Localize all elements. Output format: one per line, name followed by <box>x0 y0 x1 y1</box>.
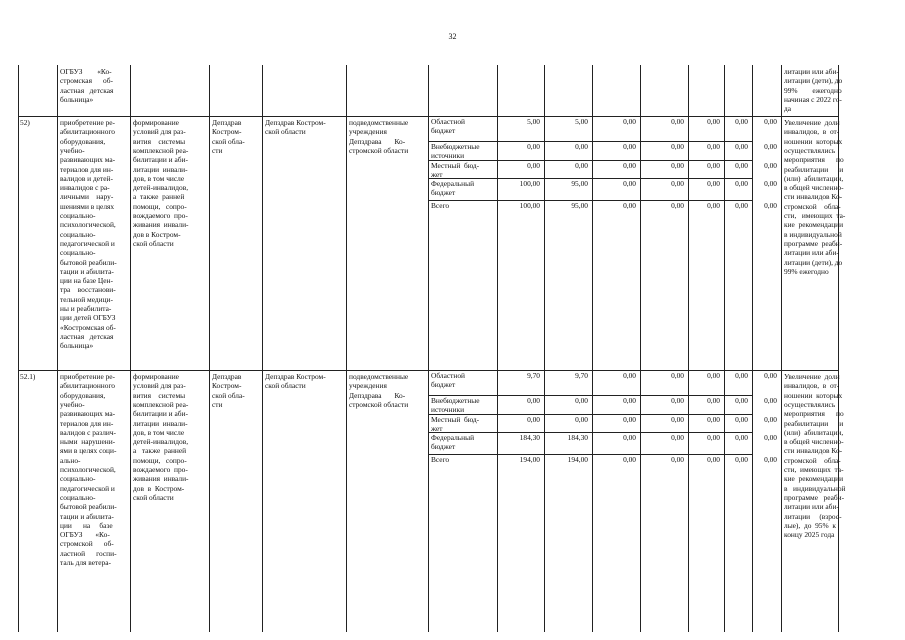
column-border <box>428 65 429 632</box>
funding-value: 0,00 <box>671 371 684 380</box>
funding-value: 0,00 <box>707 161 720 170</box>
funding-value: 194,00 <box>567 455 588 464</box>
funding-source: Внебюджетные <box>431 142 480 151</box>
measure-name: тельной медици- <box>60 294 113 304</box>
measure-name: ально- <box>60 455 81 465</box>
funding-value: 0,00 <box>671 455 684 464</box>
expected-result: литации или аби- <box>784 502 839 512</box>
column-border <box>262 65 263 632</box>
column-border <box>781 65 782 632</box>
funding-value: 0,00 <box>735 142 748 151</box>
funding-value: 0,00 <box>707 201 720 210</box>
expected-result: программе реаби- <box>784 492 845 502</box>
funding-value: 95,00 <box>571 179 588 188</box>
funding-value: 5,00 <box>527 117 540 126</box>
column-border <box>838 65 839 632</box>
measure-name: больница» <box>60 341 94 351</box>
funding-value: 100,00 <box>519 201 540 210</box>
expected-result: литации (взрос- <box>784 511 842 521</box>
administrator: Депздрав <box>212 372 242 381</box>
funding-value: 0,00 <box>764 201 777 210</box>
measure-goal: литации инвали- <box>133 418 188 428</box>
funding-value: 0,00 <box>764 455 777 464</box>
expected-result: кие рекомендации <box>784 220 844 230</box>
funding-value: 0,00 <box>764 371 777 380</box>
column-border <box>209 65 210 632</box>
funding-value: 0,00 <box>707 396 720 405</box>
continued-result-text: литации (дети), до <box>784 76 843 86</box>
funding-value: 0,00 <box>527 415 540 424</box>
measure-goal: билитации и аби- <box>133 155 188 165</box>
column-border <box>724 65 725 632</box>
measure-goal: условий для раз- <box>133 127 186 137</box>
measure-goal: ской области <box>133 492 174 502</box>
funding-value: 100,00 <box>519 179 540 188</box>
measure-goal: формирование <box>133 372 179 381</box>
measure-name: социально- <box>60 211 96 220</box>
funding-source: жет <box>431 170 443 180</box>
funding-value: 0,00 <box>735 415 748 424</box>
continued-result-text: начиная с 2022 го- <box>784 94 842 104</box>
funding-value: 0,00 <box>575 161 588 170</box>
measure-name: социально- <box>60 248 96 258</box>
funding-value: 0,00 <box>623 433 636 442</box>
funding-value: 0,00 <box>623 415 636 424</box>
expected-result: литации или аби- <box>784 248 839 258</box>
measure-name: ластной госпи- <box>60 548 117 558</box>
measure-name: абилитационного <box>60 381 115 391</box>
funding-value: 0,00 <box>735 433 748 442</box>
expected-result: литации (дети), до <box>784 257 843 267</box>
funding-source: Всего <box>431 455 450 464</box>
measure-name: «Костромская об- <box>60 322 116 332</box>
funding-value: 0,00 <box>671 201 684 210</box>
funding-value: 184,30 <box>519 433 540 442</box>
measure-name: ции детей ОГБУЗ <box>60 313 116 323</box>
measure-name: развивающих ма- <box>60 155 116 165</box>
expected-result: 99% ежегодно <box>784 266 829 276</box>
measure-goal: условий для раз- <box>133 381 186 391</box>
recipient: учреждения <box>349 381 387 391</box>
row-number: 52.1) <box>20 372 36 381</box>
measure-goal: вождаемого про- <box>133 211 188 220</box>
funding-source: бюджет <box>431 126 456 136</box>
funding-value: 0,00 <box>735 117 748 126</box>
funding-value: 0,00 <box>623 161 636 170</box>
funding-source: бюджет <box>431 188 456 198</box>
funding-value: 0,00 <box>527 142 540 151</box>
administrator: Депздрав <box>212 118 242 127</box>
expected-result: сти, имеющих та- <box>784 465 844 474</box>
recipient: Депздрава Ко- <box>349 136 406 146</box>
measure-name: тра восстанови- <box>60 285 116 295</box>
column-border <box>130 65 131 632</box>
expected-result: сти инвалидов Ко- <box>784 446 843 456</box>
continued-name-text: ОГБУЗ «Ко- <box>60 67 112 76</box>
measure-goal: детей-инвалидов, <box>133 183 189 193</box>
expected-result: ношении которых <box>784 390 843 400</box>
recipient: учреждения <box>349 127 387 137</box>
funding-value: 5,00 <box>575 117 588 126</box>
measure-name: териалов для ин- <box>60 418 114 428</box>
funding-value: 0,00 <box>671 415 684 424</box>
measure-name: ластная детская <box>60 331 114 341</box>
funding-value: 0,00 <box>623 455 636 464</box>
continued-name-text: стромская об- <box>60 76 113 86</box>
administrator: сти <box>212 145 223 155</box>
expected-result: стромской обла- <box>784 455 841 465</box>
measure-name: личными нару- <box>60 192 114 202</box>
funding-source: Местный бюд- <box>431 415 480 424</box>
funding-value: 9,70 <box>575 371 588 380</box>
funding-value: 0,00 <box>735 371 748 380</box>
administrator: ской обла- <box>212 136 245 146</box>
funding-source: Областной <box>431 371 465 380</box>
funding-value: 0,00 <box>707 371 720 380</box>
expected-result: мероприятия по <box>784 409 844 419</box>
funding-value: 0,00 <box>764 396 777 405</box>
measure-name: психологической, <box>60 465 116 474</box>
funding-value: 0,00 <box>735 396 748 405</box>
funding-source: источники <box>431 151 465 161</box>
column-border <box>544 65 545 632</box>
expected-result: программе реаби- <box>784 238 843 248</box>
column-border <box>18 65 19 632</box>
measure-name: ОГБУЗ «Ко- <box>60 530 110 540</box>
funding-source: Областной <box>431 117 465 126</box>
measure-goal: билитации и аби- <box>133 409 188 419</box>
continued-result-text: 99% ежегодно <box>784 85 842 95</box>
measure-goal: а также ранней <box>133 192 185 202</box>
measure-goal: живания инвали- <box>133 220 189 230</box>
funding-value: 0,00 <box>764 179 777 188</box>
measure-goal: дов, в том числе <box>133 173 185 183</box>
measure-goal: а также ранней <box>133 446 187 456</box>
executor: Депздрав Костром- <box>265 372 326 381</box>
expected-result: стромской обла- <box>784 201 841 211</box>
column-border <box>592 65 593 632</box>
funding-value: 0,00 <box>623 371 636 380</box>
measure-name: инвалидов с ра- <box>60 183 110 193</box>
measure-goal: помощи, сопро- <box>133 455 187 465</box>
administrator: Костром- <box>212 127 242 137</box>
measure-name: ями в целях соци- <box>60 446 117 456</box>
funding-value: 0,00 <box>735 455 748 464</box>
measure-name: ны и реабилита- <box>60 304 112 313</box>
funding-source: источники <box>431 405 465 415</box>
column-border <box>688 65 689 632</box>
funding-source: бюджет <box>431 380 456 390</box>
administrator: ской обла- <box>212 390 245 400</box>
expected-result: реабилитации и <box>784 418 844 428</box>
measure-name: педагогической и <box>60 483 115 493</box>
expected-result: в индивидуальной <box>784 229 842 239</box>
funding-value: 0,00 <box>575 142 588 151</box>
measure-goal: дов в Костром- <box>133 483 185 493</box>
funding-value: 0,00 <box>527 396 540 405</box>
measure-goal: комплексной реа- <box>133 145 189 155</box>
funding-value: 0,00 <box>764 415 777 424</box>
funding-value: 0,00 <box>575 396 588 405</box>
executor: Депздрав Костром- <box>265 118 326 127</box>
expected-result: кие рекомендации <box>784 474 844 484</box>
measure-name: приобретение ре- <box>60 372 116 381</box>
measure-goal: дов, в том числе <box>133 427 185 437</box>
funding-value: 9,70 <box>527 371 540 380</box>
funding-value: 0,00 <box>707 415 720 424</box>
funding-value: 0,00 <box>707 455 720 464</box>
expected-result: (или) абилитации, <box>784 427 844 437</box>
row-number: 52) <box>20 118 30 127</box>
expected-result: в индивидуальной <box>784 483 846 493</box>
measure-name: социально- <box>60 492 96 502</box>
funding-value: 0,00 <box>623 201 636 210</box>
measure-name: педагогической и <box>60 238 115 248</box>
administrator: сти <box>212 399 223 409</box>
funding-value: 0,00 <box>527 161 540 170</box>
measure-name: ции на базе <box>60 520 113 530</box>
funding-value: 0,00 <box>623 142 636 151</box>
funding-value: 184,30 <box>567 433 588 442</box>
recipient: стромской области <box>349 399 409 409</box>
page-number: 32 <box>448 32 457 41</box>
funding-value: 0,00 <box>671 179 684 188</box>
expected-result: осуществлялись <box>784 145 836 155</box>
funding-value: 0,00 <box>764 142 777 151</box>
funding-source: Всего <box>431 201 450 210</box>
funding-value: 0,00 <box>764 161 777 170</box>
measure-name: валидов и детей- <box>60 173 113 183</box>
column-border <box>57 65 58 632</box>
column-border <box>497 65 498 632</box>
column-border <box>640 65 641 632</box>
funding-value: 0,00 <box>671 142 684 151</box>
measure-name: оборудования, <box>60 390 106 400</box>
funding-value: 0,00 <box>735 179 748 188</box>
continued-name-text: ластная детская <box>60 85 114 95</box>
measure-name: стромской об- <box>60 539 114 549</box>
expected-result: ношении которых <box>784 136 843 146</box>
funding-value: 0,00 <box>575 415 588 424</box>
measure-name: социально- <box>60 474 96 484</box>
measure-goal: комплексной реа- <box>133 399 189 409</box>
measure-name: ции на базе Цен- <box>60 276 113 286</box>
expected-result: мероприятия по <box>784 155 844 165</box>
expected-result: осуществлялись <box>784 399 836 409</box>
executor: ской области <box>265 127 306 137</box>
funding-source: бюджет <box>431 442 456 452</box>
continued-name-text: больница» <box>60 94 94 104</box>
measure-goal: вития системы <box>133 390 186 400</box>
measure-goal: литации инвали- <box>133 164 188 174</box>
expected-result: Увеличение доли <box>784 118 840 127</box>
measure-goal: живания инвали- <box>133 474 189 484</box>
expected-result: инвалидов, в от- <box>784 127 840 137</box>
measure-name: ными нарушени- <box>60 437 116 447</box>
recipient: стромской области <box>349 145 409 155</box>
executor: ской области <box>265 381 306 391</box>
measure-name: психологической, <box>60 220 116 230</box>
expected-result: инвалидов, в от- <box>784 381 840 391</box>
funding-value: 0,00 <box>707 433 720 442</box>
funding-value: 0,00 <box>707 142 720 151</box>
measure-name: тации и абилита- <box>60 266 114 276</box>
measure-name: приобретение ре- <box>60 118 116 127</box>
funding-source: Местный бюд- <box>431 161 480 170</box>
funding-source: Федеральный <box>431 179 475 188</box>
expected-result: (или) абилитации, <box>784 173 844 183</box>
expected-result: в общей численно- <box>784 437 844 447</box>
funding-value: 0,00 <box>707 179 720 188</box>
expected-result: реабилитации и <box>784 164 844 174</box>
measure-goal: вождаемого про- <box>133 465 188 474</box>
recipient: подведомственные <box>349 372 409 381</box>
funding-value: 0,00 <box>671 433 684 442</box>
expected-result: сти, имеющих та- <box>784 211 846 220</box>
funding-value: 0,00 <box>623 396 636 405</box>
measure-name: учебно- <box>60 145 85 155</box>
funding-source: жет <box>431 424 443 434</box>
measure-name: бытовой реабили- <box>60 257 117 267</box>
funding-value: 0,00 <box>671 161 684 170</box>
funding-value: 0,00 <box>671 396 684 405</box>
funding-source: Внебюджетные <box>431 396 480 405</box>
column-border <box>752 65 753 632</box>
funding-value: 0,00 <box>735 161 748 170</box>
measure-goal: детей-инвалидов, <box>133 437 189 447</box>
expected-result: концу 2025 года <box>784 530 835 540</box>
funding-value: 0,00 <box>735 201 748 210</box>
funding-value: 0,00 <box>707 117 720 126</box>
measure-name: оборудования, <box>60 136 106 146</box>
measure-goal: ской области <box>133 238 174 248</box>
measure-name: социально- <box>60 229 96 239</box>
measure-name: развивающих ма- <box>60 409 116 419</box>
administrator: Костром- <box>212 381 242 391</box>
measure-name: абилитационного <box>60 127 115 137</box>
measure-goal: помощи, сопро- <box>133 201 187 211</box>
funding-value: 0,00 <box>671 117 684 126</box>
measure-goal: формирование <box>133 118 179 127</box>
measure-name: тации и абилита- <box>60 511 114 521</box>
measure-name: шениями в целях <box>60 201 115 211</box>
continued-result-text: да <box>784 104 792 114</box>
recipient: Депздрава Ко- <box>349 390 406 400</box>
expected-result: сти инвалидов Ко- <box>784 192 843 202</box>
funding-value: 0,00 <box>623 179 636 188</box>
funding-value: 194,00 <box>519 455 540 464</box>
measure-name: бытовой реабили- <box>60 502 117 512</box>
expected-result: в общей численно- <box>784 183 844 193</box>
expected-result: лые), до 95% к <box>784 520 836 530</box>
column-border <box>346 65 347 632</box>
funding-value: 95,00 <box>571 201 588 210</box>
measure-name: валидов с различ- <box>60 427 117 437</box>
funding-source: Федеральный <box>431 433 475 442</box>
measure-name: териалов для ин- <box>60 164 114 174</box>
continued-result-text: литации или аби- <box>784 67 839 76</box>
measure-goal: дов в Костром- <box>133 229 181 239</box>
measure-name: таль для ветера- <box>60 558 111 567</box>
expected-result: Увеличение доли <box>784 372 840 381</box>
measure-name: учебно- <box>60 399 85 409</box>
funding-value: 0,00 <box>764 117 777 126</box>
measure-goal: вития системы <box>133 136 186 146</box>
funding-value: 0,00 <box>764 433 777 442</box>
recipient: подведомственные <box>349 118 409 127</box>
funding-value: 0,00 <box>623 117 636 126</box>
